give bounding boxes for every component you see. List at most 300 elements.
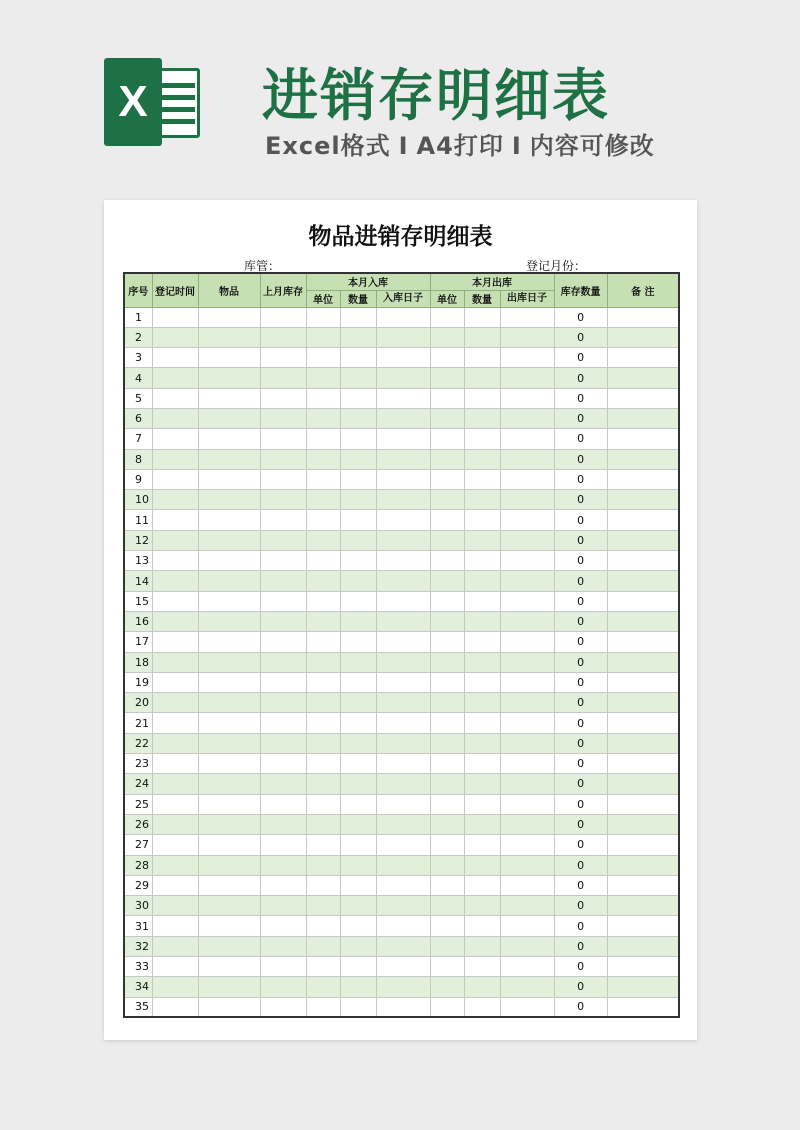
row-empty-cell[interactable] xyxy=(376,551,430,571)
row-seq-cell[interactable]: 19 xyxy=(124,672,152,692)
row-empty-cell[interactable] xyxy=(152,571,198,591)
row-empty-cell[interactable] xyxy=(607,672,679,692)
row-empty-cell[interactable] xyxy=(306,490,340,510)
row-empty-cell[interactable] xyxy=(464,307,500,327)
row-empty-cell[interactable] xyxy=(152,855,198,875)
row-empty-cell[interactable] xyxy=(340,997,376,1017)
row-empty-cell[interactable] xyxy=(376,388,430,408)
row-empty-cell[interactable] xyxy=(500,835,554,855)
row-empty-cell[interactable] xyxy=(464,327,500,347)
row-seq-cell[interactable]: 15 xyxy=(124,591,152,611)
row-empty-cell[interactable] xyxy=(376,672,430,692)
row-empty-cell[interactable] xyxy=(464,591,500,611)
row-empty-cell[interactable] xyxy=(340,875,376,895)
row-empty-cell[interactable] xyxy=(260,977,306,997)
row-empty-cell[interactable] xyxy=(464,835,500,855)
row-empty-cell[interactable] xyxy=(198,632,260,652)
row-empty-cell[interactable] xyxy=(152,896,198,916)
row-empty-cell[interactable] xyxy=(464,571,500,591)
row-empty-cell[interactable] xyxy=(376,449,430,469)
row-empty-cell[interactable] xyxy=(152,814,198,834)
row-empty-cell[interactable] xyxy=(500,713,554,733)
row-empty-cell[interactable] xyxy=(464,429,500,449)
row-empty-cell[interactable] xyxy=(260,530,306,550)
row-empty-cell[interactable] xyxy=(376,611,430,631)
row-empty-cell[interactable] xyxy=(464,672,500,692)
row-empty-cell[interactable] xyxy=(198,794,260,814)
row-empty-cell[interactable] xyxy=(340,388,376,408)
row-empty-cell[interactable] xyxy=(152,916,198,936)
row-empty-cell[interactable] xyxy=(376,429,430,449)
row-empty-cell[interactable] xyxy=(340,977,376,997)
row-empty-cell[interactable] xyxy=(464,408,500,428)
row-stock-cell[interactable]: 0 xyxy=(554,936,607,956)
row-empty-cell[interactable] xyxy=(260,936,306,956)
row-seq-cell[interactable]: 7 xyxy=(124,429,152,449)
row-empty-cell[interactable] xyxy=(152,307,198,327)
row-stock-cell[interactable]: 0 xyxy=(554,652,607,672)
row-empty-cell[interactable] xyxy=(152,652,198,672)
row-empty-cell[interactable] xyxy=(430,754,464,774)
row-empty-cell[interactable] xyxy=(306,530,340,550)
row-empty-cell[interactable] xyxy=(430,469,464,489)
row-empty-cell[interactable] xyxy=(376,774,430,794)
row-seq-cell[interactable]: 13 xyxy=(124,551,152,571)
row-seq-cell[interactable]: 8 xyxy=(124,449,152,469)
row-empty-cell[interactable] xyxy=(500,307,554,327)
row-empty-cell[interactable] xyxy=(607,469,679,489)
row-empty-cell[interactable] xyxy=(607,713,679,733)
row-seq-cell[interactable]: 20 xyxy=(124,693,152,713)
row-stock-cell[interactable]: 0 xyxy=(554,571,607,591)
row-empty-cell[interactable] xyxy=(260,774,306,794)
row-empty-cell[interactable] xyxy=(607,814,679,834)
row-empty-cell[interactable] xyxy=(376,855,430,875)
row-empty-cell[interactable] xyxy=(198,875,260,895)
row-empty-cell[interactable] xyxy=(464,997,500,1017)
row-empty-cell[interactable] xyxy=(430,551,464,571)
row-empty-cell[interactable] xyxy=(340,754,376,774)
row-empty-cell[interactable] xyxy=(260,814,306,834)
row-empty-cell[interactable] xyxy=(607,510,679,530)
row-empty-cell[interactable] xyxy=(152,733,198,753)
row-empty-cell[interactable] xyxy=(306,774,340,794)
row-empty-cell[interactable] xyxy=(340,957,376,977)
row-empty-cell[interactable] xyxy=(430,611,464,631)
row-empty-cell[interactable] xyxy=(376,693,430,713)
row-empty-cell[interactable] xyxy=(607,530,679,550)
row-empty-cell[interactable] xyxy=(464,754,500,774)
row-empty-cell[interactable] xyxy=(306,327,340,347)
row-empty-cell[interactable] xyxy=(430,957,464,977)
row-empty-cell[interactable] xyxy=(430,794,464,814)
row-empty-cell[interactable] xyxy=(607,368,679,388)
row-empty-cell[interactable] xyxy=(464,855,500,875)
row-empty-cell[interactable] xyxy=(464,510,500,530)
row-empty-cell[interactable] xyxy=(198,835,260,855)
row-empty-cell[interactable] xyxy=(260,916,306,936)
row-empty-cell[interactable] xyxy=(607,774,679,794)
row-empty-cell[interactable] xyxy=(152,713,198,733)
row-empty-cell[interactable] xyxy=(152,591,198,611)
row-empty-cell[interactable] xyxy=(464,713,500,733)
row-empty-cell[interactable] xyxy=(500,611,554,631)
row-empty-cell[interactable] xyxy=(500,327,554,347)
row-stock-cell[interactable]: 0 xyxy=(554,733,607,753)
row-empty-cell[interactable] xyxy=(376,896,430,916)
row-empty-cell[interactable] xyxy=(607,388,679,408)
row-stock-cell[interactable]: 0 xyxy=(554,855,607,875)
row-empty-cell[interactable] xyxy=(376,368,430,388)
row-empty-cell[interactable] xyxy=(607,693,679,713)
row-empty-cell[interactable] xyxy=(198,408,260,428)
row-empty-cell[interactable] xyxy=(198,672,260,692)
row-empty-cell[interactable] xyxy=(464,896,500,916)
row-empty-cell[interactable] xyxy=(260,388,306,408)
row-empty-cell[interactable] xyxy=(430,814,464,834)
row-empty-cell[interactable] xyxy=(340,733,376,753)
row-empty-cell[interactable] xyxy=(152,875,198,895)
row-empty-cell[interactable] xyxy=(306,672,340,692)
row-empty-cell[interactable] xyxy=(306,368,340,388)
row-empty-cell[interactable] xyxy=(430,307,464,327)
row-empty-cell[interactable] xyxy=(430,571,464,591)
row-empty-cell[interactable] xyxy=(607,551,679,571)
row-seq-cell[interactable]: 3 xyxy=(124,348,152,368)
row-stock-cell[interactable]: 0 xyxy=(554,875,607,895)
row-empty-cell[interactable] xyxy=(430,896,464,916)
row-seq-cell[interactable]: 24 xyxy=(124,774,152,794)
row-empty-cell[interactable] xyxy=(607,571,679,591)
row-stock-cell[interactable]: 0 xyxy=(554,693,607,713)
row-empty-cell[interactable] xyxy=(152,490,198,510)
row-empty-cell[interactable] xyxy=(198,814,260,834)
row-seq-cell[interactable]: 23 xyxy=(124,754,152,774)
row-stock-cell[interactable]: 0 xyxy=(554,368,607,388)
row-empty-cell[interactable] xyxy=(500,754,554,774)
row-empty-cell[interactable] xyxy=(430,368,464,388)
row-empty-cell[interactable] xyxy=(607,490,679,510)
row-empty-cell[interactable] xyxy=(607,754,679,774)
row-empty-cell[interactable] xyxy=(198,611,260,631)
row-empty-cell[interactable] xyxy=(340,591,376,611)
row-empty-cell[interactable] xyxy=(260,794,306,814)
row-empty-cell[interactable] xyxy=(306,652,340,672)
row-empty-cell[interactable] xyxy=(430,733,464,753)
row-seq-cell[interactable]: 9 xyxy=(124,469,152,489)
row-empty-cell[interactable] xyxy=(198,591,260,611)
row-empty-cell[interactable] xyxy=(464,916,500,936)
row-empty-cell[interactable] xyxy=(500,733,554,753)
row-empty-cell[interactable] xyxy=(430,510,464,530)
row-stock-cell[interactable]: 0 xyxy=(554,997,607,1017)
row-empty-cell[interactable] xyxy=(430,693,464,713)
row-stock-cell[interactable]: 0 xyxy=(554,429,607,449)
row-empty-cell[interactable] xyxy=(430,348,464,368)
row-empty-cell[interactable] xyxy=(260,408,306,428)
row-empty-cell[interactable] xyxy=(340,510,376,530)
row-empty-cell[interactable] xyxy=(500,916,554,936)
row-empty-cell[interactable] xyxy=(430,530,464,550)
row-empty-cell[interactable] xyxy=(260,632,306,652)
row-empty-cell[interactable] xyxy=(430,774,464,794)
row-empty-cell[interactable] xyxy=(340,896,376,916)
row-empty-cell[interactable] xyxy=(260,571,306,591)
row-empty-cell[interactable] xyxy=(464,936,500,956)
row-empty-cell[interactable] xyxy=(152,510,198,530)
row-seq-cell[interactable]: 25 xyxy=(124,794,152,814)
row-empty-cell[interactable] xyxy=(376,733,430,753)
row-empty-cell[interactable] xyxy=(500,693,554,713)
row-empty-cell[interactable] xyxy=(500,794,554,814)
row-empty-cell[interactable] xyxy=(306,429,340,449)
row-seq-cell[interactable]: 26 xyxy=(124,814,152,834)
row-empty-cell[interactable] xyxy=(306,733,340,753)
row-empty-cell[interactable] xyxy=(260,469,306,489)
row-empty-cell[interactable] xyxy=(500,591,554,611)
row-empty-cell[interactable] xyxy=(464,693,500,713)
row-empty-cell[interactable] xyxy=(152,632,198,652)
row-empty-cell[interactable] xyxy=(500,855,554,875)
row-empty-cell[interactable] xyxy=(198,368,260,388)
row-empty-cell[interactable] xyxy=(340,936,376,956)
row-empty-cell[interactable] xyxy=(198,957,260,977)
row-stock-cell[interactable]: 0 xyxy=(554,388,607,408)
row-empty-cell[interactable] xyxy=(198,571,260,591)
row-empty-cell[interactable] xyxy=(376,916,430,936)
row-empty-cell[interactable] xyxy=(430,408,464,428)
row-stock-cell[interactable]: 0 xyxy=(554,551,607,571)
row-empty-cell[interactable] xyxy=(306,794,340,814)
row-stock-cell[interactable]: 0 xyxy=(554,348,607,368)
row-empty-cell[interactable] xyxy=(306,348,340,368)
row-empty-cell[interactable] xyxy=(607,591,679,611)
row-empty-cell[interactable] xyxy=(430,835,464,855)
row-empty-cell[interactable] xyxy=(500,408,554,428)
row-empty-cell[interactable] xyxy=(607,896,679,916)
row-empty-cell[interactable] xyxy=(500,388,554,408)
row-empty-cell[interactable] xyxy=(152,408,198,428)
row-empty-cell[interactable] xyxy=(306,551,340,571)
row-empty-cell[interactable] xyxy=(464,490,500,510)
row-empty-cell[interactable] xyxy=(198,896,260,916)
row-empty-cell[interactable] xyxy=(198,307,260,327)
row-empty-cell[interactable] xyxy=(464,652,500,672)
row-empty-cell[interactable] xyxy=(198,754,260,774)
row-empty-cell[interactable] xyxy=(152,327,198,347)
row-empty-cell[interactable] xyxy=(376,591,430,611)
row-empty-cell[interactable] xyxy=(260,510,306,530)
row-empty-cell[interactable] xyxy=(260,611,306,631)
row-empty-cell[interactable] xyxy=(306,835,340,855)
row-seq-cell[interactable]: 5 xyxy=(124,388,152,408)
row-empty-cell[interactable] xyxy=(260,348,306,368)
row-stock-cell[interactable]: 0 xyxy=(554,510,607,530)
row-empty-cell[interactable] xyxy=(607,875,679,895)
row-empty-cell[interactable] xyxy=(607,977,679,997)
row-empty-cell[interactable] xyxy=(198,855,260,875)
row-empty-cell[interactable] xyxy=(198,693,260,713)
row-stock-cell[interactable]: 0 xyxy=(554,977,607,997)
row-empty-cell[interactable] xyxy=(306,896,340,916)
row-empty-cell[interactable] xyxy=(152,997,198,1017)
row-empty-cell[interactable] xyxy=(464,449,500,469)
row-seq-cell[interactable]: 28 xyxy=(124,855,152,875)
row-empty-cell[interactable] xyxy=(430,388,464,408)
row-empty-cell[interactable] xyxy=(152,774,198,794)
row-empty-cell[interactable] xyxy=(260,754,306,774)
row-empty-cell[interactable] xyxy=(198,449,260,469)
row-empty-cell[interactable] xyxy=(340,348,376,368)
row-empty-cell[interactable] xyxy=(340,855,376,875)
row-stock-cell[interactable]: 0 xyxy=(554,672,607,692)
row-stock-cell[interactable]: 0 xyxy=(554,408,607,428)
row-empty-cell[interactable] xyxy=(500,551,554,571)
row-empty-cell[interactable] xyxy=(340,713,376,733)
row-empty-cell[interactable] xyxy=(198,429,260,449)
row-empty-cell[interactable] xyxy=(376,490,430,510)
row-seq-cell[interactable]: 4 xyxy=(124,368,152,388)
row-empty-cell[interactable] xyxy=(430,632,464,652)
row-empty-cell[interactable] xyxy=(464,794,500,814)
row-empty-cell[interactable] xyxy=(260,733,306,753)
row-seq-cell[interactable]: 31 xyxy=(124,916,152,936)
row-seq-cell[interactable]: 12 xyxy=(124,530,152,550)
row-empty-cell[interactable] xyxy=(500,977,554,997)
row-empty-cell[interactable] xyxy=(464,388,500,408)
row-empty-cell[interactable] xyxy=(152,835,198,855)
row-empty-cell[interactable] xyxy=(430,449,464,469)
row-seq-cell[interactable]: 27 xyxy=(124,835,152,855)
row-seq-cell[interactable]: 14 xyxy=(124,571,152,591)
row-empty-cell[interactable] xyxy=(376,469,430,489)
row-stock-cell[interactable]: 0 xyxy=(554,835,607,855)
row-empty-cell[interactable] xyxy=(260,652,306,672)
row-empty-cell[interactable] xyxy=(500,672,554,692)
row-empty-cell[interactable] xyxy=(500,469,554,489)
row-empty-cell[interactable] xyxy=(198,510,260,530)
row-seq-cell[interactable]: 21 xyxy=(124,713,152,733)
row-empty-cell[interactable] xyxy=(607,611,679,631)
row-empty-cell[interactable] xyxy=(340,794,376,814)
row-empty-cell[interactable] xyxy=(607,652,679,672)
row-empty-cell[interactable] xyxy=(152,469,198,489)
row-seq-cell[interactable]: 1 xyxy=(124,307,152,327)
row-empty-cell[interactable] xyxy=(152,754,198,774)
row-empty-cell[interactable] xyxy=(607,307,679,327)
row-empty-cell[interactable] xyxy=(376,571,430,591)
row-empty-cell[interactable] xyxy=(198,551,260,571)
row-empty-cell[interactable] xyxy=(306,408,340,428)
row-empty-cell[interactable] xyxy=(376,408,430,428)
row-stock-cell[interactable]: 0 xyxy=(554,896,607,916)
row-empty-cell[interactable] xyxy=(376,957,430,977)
row-empty-cell[interactable] xyxy=(306,510,340,530)
row-empty-cell[interactable] xyxy=(260,693,306,713)
row-empty-cell[interactable] xyxy=(152,348,198,368)
row-empty-cell[interactable] xyxy=(430,997,464,1017)
row-empty-cell[interactable] xyxy=(430,855,464,875)
row-stock-cell[interactable]: 0 xyxy=(554,957,607,977)
row-empty-cell[interactable] xyxy=(306,754,340,774)
row-empty-cell[interactable] xyxy=(260,713,306,733)
row-empty-cell[interactable] xyxy=(430,936,464,956)
row-empty-cell[interactable] xyxy=(306,571,340,591)
row-empty-cell[interactable] xyxy=(198,733,260,753)
row-empty-cell[interactable] xyxy=(376,997,430,1017)
row-empty-cell[interactable] xyxy=(376,652,430,672)
row-stock-cell[interactable]: 0 xyxy=(554,591,607,611)
row-empty-cell[interactable] xyxy=(376,754,430,774)
row-empty-cell[interactable] xyxy=(430,429,464,449)
row-empty-cell[interactable] xyxy=(198,977,260,997)
row-empty-cell[interactable] xyxy=(376,510,430,530)
row-empty-cell[interactable] xyxy=(607,632,679,652)
row-empty-cell[interactable] xyxy=(306,916,340,936)
row-stock-cell[interactable]: 0 xyxy=(554,530,607,550)
row-empty-cell[interactable] xyxy=(607,348,679,368)
row-empty-cell[interactable] xyxy=(340,327,376,347)
row-empty-cell[interactable] xyxy=(500,814,554,834)
row-empty-cell[interactable] xyxy=(198,348,260,368)
row-empty-cell[interactable] xyxy=(152,794,198,814)
row-empty-cell[interactable] xyxy=(260,490,306,510)
row-empty-cell[interactable] xyxy=(152,611,198,631)
row-empty-cell[interactable] xyxy=(260,997,306,1017)
row-seq-cell[interactable]: 34 xyxy=(124,977,152,997)
row-empty-cell[interactable] xyxy=(464,774,500,794)
row-empty-cell[interactable] xyxy=(260,368,306,388)
row-empty-cell[interactable] xyxy=(306,814,340,834)
row-empty-cell[interactable] xyxy=(260,551,306,571)
row-empty-cell[interactable] xyxy=(430,713,464,733)
row-empty-cell[interactable] xyxy=(198,713,260,733)
row-empty-cell[interactable] xyxy=(260,307,306,327)
row-seq-cell[interactable]: 29 xyxy=(124,875,152,895)
row-empty-cell[interactable] xyxy=(306,611,340,631)
row-seq-cell[interactable]: 18 xyxy=(124,652,152,672)
row-empty-cell[interactable] xyxy=(260,875,306,895)
row-empty-cell[interactable] xyxy=(500,774,554,794)
row-seq-cell[interactable]: 35 xyxy=(124,997,152,1017)
row-empty-cell[interactable] xyxy=(376,936,430,956)
row-empty-cell[interactable] xyxy=(376,632,430,652)
row-empty-cell[interactable] xyxy=(607,327,679,347)
row-empty-cell[interactable] xyxy=(340,693,376,713)
row-empty-cell[interactable] xyxy=(198,652,260,672)
row-empty-cell[interactable] xyxy=(260,672,306,692)
row-empty-cell[interactable] xyxy=(607,916,679,936)
row-empty-cell[interactable] xyxy=(607,835,679,855)
row-empty-cell[interactable] xyxy=(607,855,679,875)
row-stock-cell[interactable]: 0 xyxy=(554,754,607,774)
row-empty-cell[interactable] xyxy=(607,733,679,753)
row-empty-cell[interactable] xyxy=(430,327,464,347)
row-empty-cell[interactable] xyxy=(260,896,306,916)
row-empty-cell[interactable] xyxy=(464,814,500,834)
row-empty-cell[interactable] xyxy=(306,632,340,652)
row-empty-cell[interactable] xyxy=(340,307,376,327)
row-empty-cell[interactable] xyxy=(152,957,198,977)
row-empty-cell[interactable] xyxy=(376,814,430,834)
row-empty-cell[interactable] xyxy=(260,957,306,977)
row-empty-cell[interactable] xyxy=(500,348,554,368)
row-empty-cell[interactable] xyxy=(500,368,554,388)
row-empty-cell[interactable] xyxy=(306,469,340,489)
row-empty-cell[interactable] xyxy=(260,835,306,855)
row-empty-cell[interactable] xyxy=(260,855,306,875)
row-empty-cell[interactable] xyxy=(340,571,376,591)
